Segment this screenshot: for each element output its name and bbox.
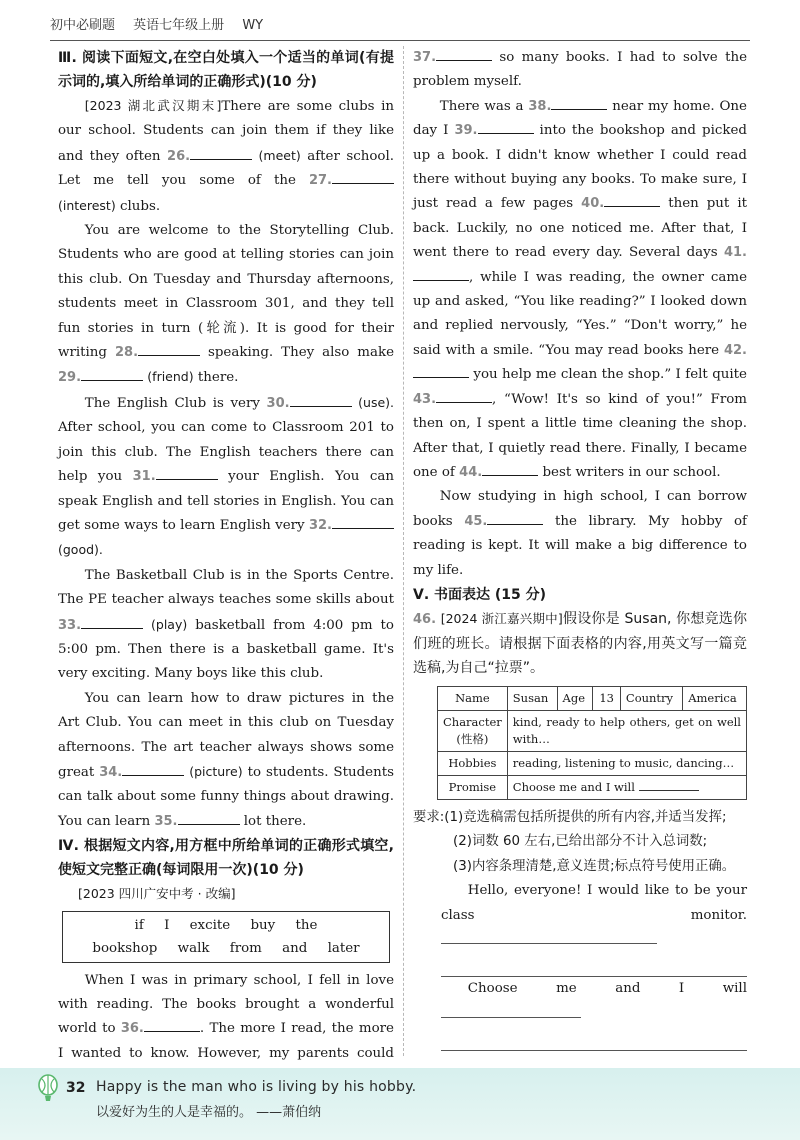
balloon-icon [36,1074,60,1104]
writing-line[interactable] [441,1027,747,1051]
answer-blank[interactable] [81,367,143,381]
s4-paragraph-2: There was a 38. near my home. One day I 39. into the bookshop and picked up a book. I didn't know whether I could read there without buying any books. To make sure, I just read a few pages 40. then put it back. Luckily, no one noticed me. After that, I went there to read every day. Several days 41., while I was reading, the owner came up and asked, “You like reading?” I looked down and replied nervously, “Yes.” “Don't worry,” he said with a smile. “You may read books here 42. you help me clean the shop.” I felt quite 43. , “Wow! It's so kind of you!” From then on, I spent a little time cleaning the shop. After that, I quietly read there. Finally, I became one of 44. best writers in our school. [413,95,747,486]
answer-blank[interactable] [551,96,607,110]
table-row: Name Susan Age 13 Country America [438,686,747,710]
table-row: Character (性格) kind, ready to help others, get on well with… [438,710,747,751]
word-box-row-1: if I excite buy the [134,917,318,933]
s3-paragraph-1: [2023 湖北武汉期末]There are some clubs in our school. Students can join them if they like and they often 26. (meet) after school. Let me tell you some of the 27. (interest) clubs. [58,98,394,214]
answer-blank[interactable] [436,389,492,403]
answer-blank[interactable] [156,466,218,480]
writing-prompt: 46. [2024 浙江嘉兴期中]假设你是 Susan, 你想竞选你们班的班长。请根据下面表格的内容,用英文写一篇竞选稿,为自己“拉票”。 [413,610,748,676]
section-5-title: Ⅴ. 书面表达 (15 分) [413,586,547,603]
table-row: Hobbies reading, listening to music, dancing… [438,751,747,775]
requirements: 要求:(1)竞选稿需包括所提供的所有内容,并适当发挥; (2)词数 60 左右,已给出部分不计入总词数; (3)内容条理清楚,意义连贯;标点符号使用正确。 [413,809,736,874]
s4-paragraph-1-cont: 37. so many books. I had to solve the problem myself. [413,46,747,95]
column-divider [403,46,404,1056]
s3-paragraph-3: The English Club is very 30. (use). After school, you can come to Classroom 201 to join this club. The English teachers there can help you 31. your English. You can speak English and tell stories in English. You can get some ways to learn English very 32. (good). [58,394,394,558]
answer-blank[interactable] [604,193,660,207]
s4-paragraph-3: Now studying in high school, I can borrow books 45. the library. My hobby of reading is kept. It will make a big difference to my life. [413,489,748,578]
answer-blank[interactable] [413,364,469,378]
writing-line[interactable] [441,953,747,977]
answer-blank[interactable] [81,615,143,629]
answer-blank[interactable] [332,515,394,529]
source-tag: [2023 湖北武汉期末] [84,98,222,113]
s4-paragraph-1: When I was in primary school, I fell in love with reading. The books brought a wonderful world to 36. . The more I read, the more I wanted to know. However, my parents could [58,972,394,1061]
composition-start-2: Choose me and I will [441,977,747,1027]
answer-blank[interactable] [290,393,352,407]
source-tag: [2023 四川广安中考 · 改编] [78,886,236,902]
s3-paragraph-2: You are welcome to the Storytelling Club. Students who are good at telling stories can join this club. On Tuesday and Thursday afternoons, students meet in Classroom 301, and they tell fun stories in turn (轮流). It is good for their writing 28. speaking. They also make 29. (friend) there. [58,223,395,386]
answer-blank[interactable] [332,170,394,184]
requirements-label: 要求: [413,809,445,825]
header-rule [50,40,750,41]
edition-label: WY [242,18,264,33]
s3-paragraph-5: You can learn how to draw pictures in the Art Club. You can meet in this club on Tuesday afternoons. The art teacher always shows some great 34. (picture) to students. Students can talk about some funny things about drawing. You can learn 35. lot there. [58,690,394,829]
subject-name: 英语七年级上册 [133,18,225,33]
writing-line[interactable] [441,1002,581,1018]
section-4-title: Ⅳ. 根据短文内容,用方框中所给单词的正确形式填空,使短文完整正确(每词限用一次)(10 分) [58,838,394,879]
section-3-title: Ⅲ. 阅读下面短文,在空白处填入一个适当的单词(有提示词的,填入所给单词的正确形式)(10 分) [58,50,394,90]
writing-line[interactable] [441,928,657,944]
answer-blank[interactable] [487,511,543,525]
page-number: 32 [66,1080,86,1096]
table-row: Promise Choose me and I will [438,775,747,799]
series-name: 初中必刷题 [50,18,116,33]
page-footer [0,1068,800,1140]
word-box-row-2: bookshop walk from and later [92,940,360,956]
answer-blank[interactable] [178,811,240,825]
word-box [62,911,390,963]
page-header [50,14,750,44]
right-column [413,46,747,1051]
composition-start: Hello, everyone! I would like to be your class monitor. [441,879,747,953]
answer-blank[interactable] [436,47,492,61]
answer-blank[interactable] [478,120,534,134]
answer-blank[interactable] [413,267,469,281]
answer-blank[interactable] [122,762,184,776]
s3-paragraph-4: The Basketball Club is in the Sports Centre. The PE teacher always teaches some skills about 33. (play) basketball from 4:00 pm to 5:00 pm. Then there is a basketball game. It's very exciting. Many boys like this club. [58,567,394,682]
answer-blank[interactable] [190,146,252,160]
answer-blank[interactable] [482,462,538,476]
answer-blank[interactable] [144,1018,200,1032]
footer-quote-english: Happy is the man who is living by his hobby. [96,1079,417,1095]
answer-blank[interactable] [138,342,200,356]
footer-quote-chinese: 以爱好为生的人是幸福的。 ——萧伯纳 [96,1105,322,1120]
left-column [58,46,394,1091]
info-table [437,686,747,800]
table-blank [639,779,699,791]
